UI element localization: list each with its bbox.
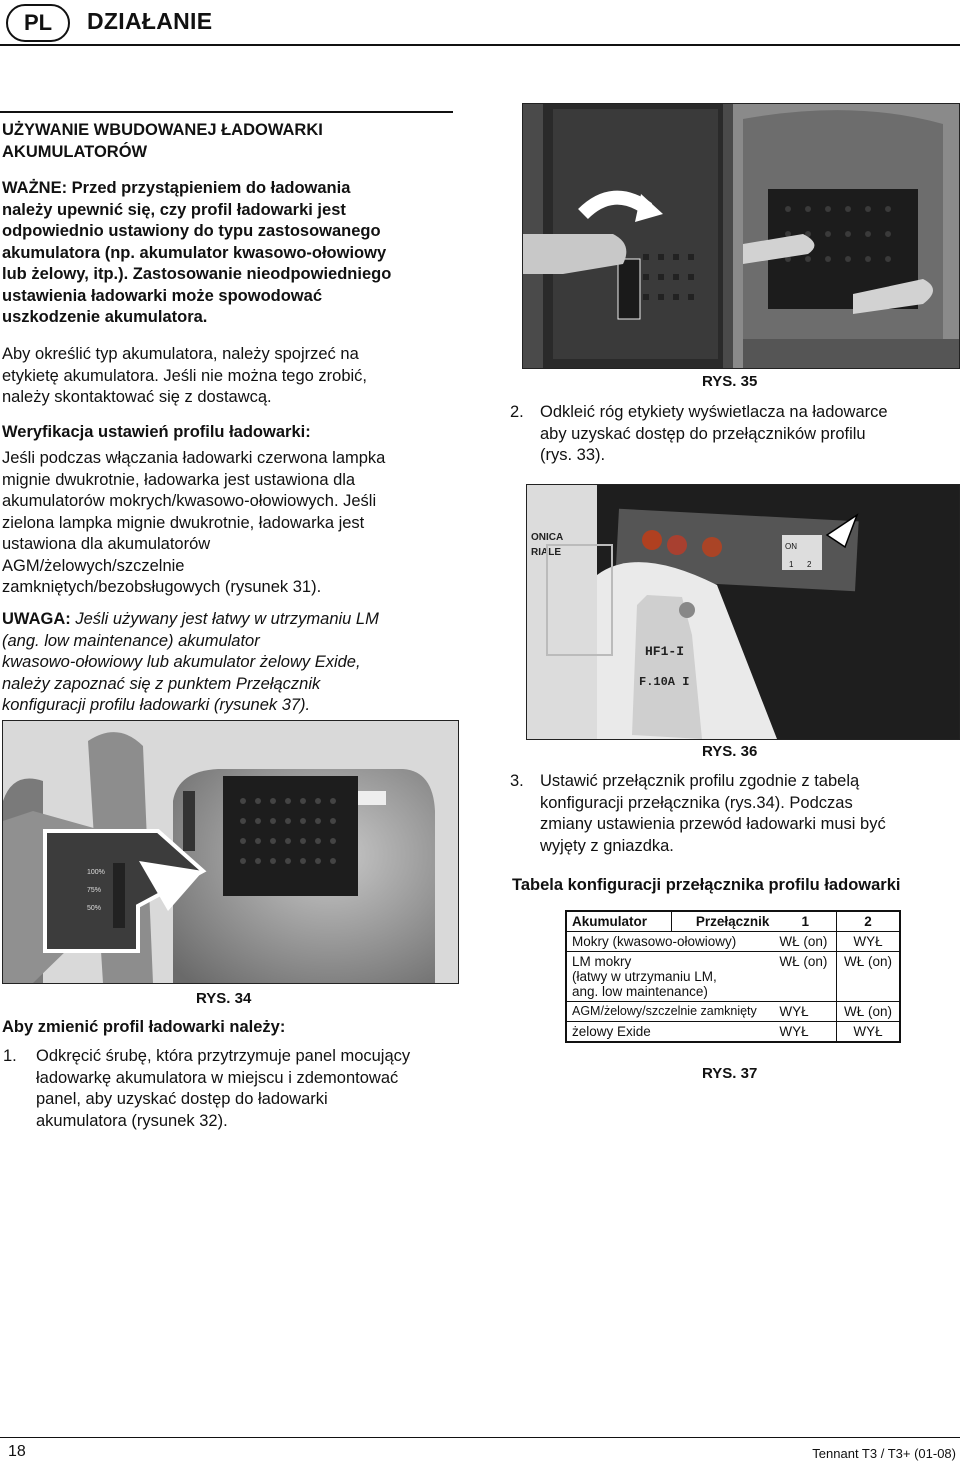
table-cell-switch-1: WYŁ: [774, 1022, 836, 1043]
important-line: uszkodzenie akumulatora.: [2, 308, 208, 326]
note-line: konfiguracji profilu ładowarki (rysunek 37).: [2, 696, 311, 714]
figure-35-image: [523, 104, 959, 368]
step-line: Odkleić róg etykiety wyświetlacza na ładowarce: [540, 403, 888, 421]
figure-35-photo: [522, 103, 960, 369]
document-reference: Tennant T3 / T3+ (01-08): [812, 1446, 956, 1461]
table-header-cell: Przełącznik: [672, 911, 775, 932]
figure-36-caption: RYS. 36: [702, 743, 758, 760]
switch-on-text: ON: [785, 542, 797, 551]
table-cell-battery: żelowy Exide: [566, 1022, 774, 1043]
paragraph-line: Aby określić typ akumulatora, należy spojrzeć na: [2, 345, 359, 363]
page-number: 18: [8, 1443, 26, 1460]
important-line: odpowiednio ustawiony do typu zastosowanego: [2, 222, 381, 240]
paragraph-line: etykietę akumulatora. Jeśli nie można tego zrobić,: [2, 366, 368, 385]
table-header-row: [566, 911, 900, 932]
page-title: DZIAŁANIE: [87, 8, 213, 34]
table-cell-switch-2: WŁ (on): [837, 952, 900, 1002]
verify-paragraph: [2, 448, 385, 599]
figure-37-caption: RYS. 37: [702, 1065, 758, 1082]
step-3-text: [540, 771, 886, 857]
charger-label-75: 75%: [87, 887, 102, 894]
table-header-cell: Akumulator: [566, 911, 672, 932]
panel-text-2: RIALE: [531, 547, 561, 558]
paragraph-line: należy skontaktować się z dostawcą.: [2, 388, 272, 406]
step-2-number: 2.: [510, 403, 524, 421]
table-cell-switch-2: WYŁ: [837, 932, 900, 952]
change-profile-heading: Aby zmienić profil ładowarki należy:: [2, 1018, 286, 1036]
step-line: (rys. 33).: [540, 446, 606, 464]
paragraph-line: Jeśli podczas włączania ładowarki czerwona lampka: [2, 449, 386, 467]
figure-34-image: [3, 721, 458, 983]
table-row: [566, 1022, 900, 1043]
important-notice: [2, 178, 391, 329]
charger-label-50: 50%: [87, 905, 102, 912]
note-label: UWAGA:: [2, 610, 71, 628]
header-divider: [0, 44, 960, 46]
charger-label-100: 100%: [87, 869, 105, 876]
section-heading: [2, 120, 323, 163]
step-1-number: 1.: [3, 1047, 17, 1065]
footer-divider: [0, 1437, 960, 1438]
step-line: Odkręcić śrubę, która przytrzymuje panel mocujący: [36, 1047, 411, 1065]
note-line: kwasowo-ołowiowy lub akumulator żelowy Exide,: [2, 653, 361, 671]
table-cell-switch-2: WŁ (on): [837, 1002, 900, 1022]
paragraph-line: AGM/żelowych/szczelnie: [2, 556, 185, 575]
table-header-cell: 2: [837, 911, 900, 932]
note-line: Jeśli używany jest łatwy w utrzymaniu LM: [70, 610, 379, 628]
table-row: [566, 952, 900, 1002]
important-line: akumulatora (np. akumulator kwasowo-ołowiowy: [2, 243, 387, 262]
important-line: należy upewnić się, czy profil ładowarki jest: [2, 200, 346, 219]
switch-configuration-table: [565, 910, 901, 1043]
important-line: lub żelowy, itp.). Zastosowanie nieodpowiedniego: [2, 265, 392, 283]
table-header-switch-1: 1: [801, 914, 809, 929]
table-header-cell: [774, 911, 836, 932]
note-paragraph: [2, 609, 379, 717]
table-row: [566, 1002, 900, 1022]
table-cell-switch-1: WŁ (on): [774, 952, 836, 1002]
switch-2-text: 2: [807, 560, 812, 569]
label-code-2: F.10A I: [639, 675, 690, 689]
table-cell-switch-2: WYŁ: [837, 1022, 900, 1043]
paragraph-line: zielona lampka mignie dwukrotnie, ładowarka jest: [2, 513, 365, 532]
figure-34-caption: RYS. 34: [196, 990, 252, 1007]
table-cell-switch-1: WYŁ: [774, 1002, 836, 1022]
paragraph-line: akumulatorów mokrych/kwasowo-ołowiowych. Jeśli: [2, 492, 377, 510]
important-line: WAŻNE: Przed przystąpieniem do ładowania: [2, 179, 351, 197]
figure-34-photo: [2, 720, 459, 984]
panel-text-1: ONICA: [531, 532, 564, 543]
language-badge-text: PL: [23, 10, 53, 35]
step-line: ładowarkę akumulatora w miejscu i zdemontować: [36, 1068, 399, 1087]
table-cell-switch-1: WŁ (on): [774, 932, 836, 952]
section-divider: [0, 111, 453, 113]
switch-1-text: 1: [789, 560, 794, 569]
note-line: należy zapoznać się z punktem Przełącznik: [2, 674, 321, 693]
label-code-1: HF1-I: [645, 644, 685, 659]
important-line: ustawienia ładowarki może spowodować: [2, 286, 322, 305]
section-heading-line-2: AKUMULATORÓW: [2, 142, 148, 161]
language-badge: [6, 4, 70, 42]
step-1-text: [36, 1046, 410, 1132]
paragraph-line: zamkniętych/bezobsługowych (rysunek 31).: [2, 578, 322, 596]
step-line: panel, aby uzyskać dostęp do ładowarki: [36, 1090, 328, 1108]
figure-36-image: [527, 485, 959, 739]
table-cell-battery: Mokry (kwasowo-ołowiowy): [566, 932, 774, 952]
section-heading-line-1: UŻYWANIE WBUDOWANEJ ŁADOWARKI: [2, 121, 323, 139]
paragraph-line: mignie dwukrotnie, ładowarka jest ustawiona dla: [2, 470, 356, 489]
note-line: (ang. low maintenance) akumulator: [2, 631, 260, 650]
figure-35-caption: RYS. 35: [702, 373, 758, 390]
table-row: [566, 932, 900, 952]
battery-type-paragraph: [2, 344, 367, 409]
step-line: akumulatora (rysunek 32).: [36, 1111, 228, 1130]
verify-heading: Weryfikacja ustawień profilu ładowarki:: [2, 423, 311, 441]
step-line: Ustawić przełącznik profilu zgodnie z tabelą: [540, 772, 860, 790]
table-cell-battery: LM mokry (łatwy w utrzymaniu LM, ang. low maintenance): [566, 952, 774, 1002]
paragraph-line: ustawiona dla akumulatorów: [2, 535, 211, 553]
step-2-text: [540, 402, 888, 467]
step-3-number: 3.: [510, 772, 524, 790]
step-line: aby uzyskać dostęp do przełączników profilu: [540, 424, 866, 443]
step-line: zmiany ustawienia przewód ładowarki musi być: [540, 815, 886, 833]
table-title: Tabela konfiguracji przełącznika profilu ładowarki: [512, 876, 901, 894]
figure-36-photo: [526, 484, 960, 740]
step-line: wyjęty z gniazdka.: [540, 836, 674, 855]
step-line: konfiguracji przełącznika (rys.34). Podczas: [540, 793, 853, 812]
table-cell-battery: AGM/żelowy/szczelnie zamknięty: [566, 1002, 774, 1022]
